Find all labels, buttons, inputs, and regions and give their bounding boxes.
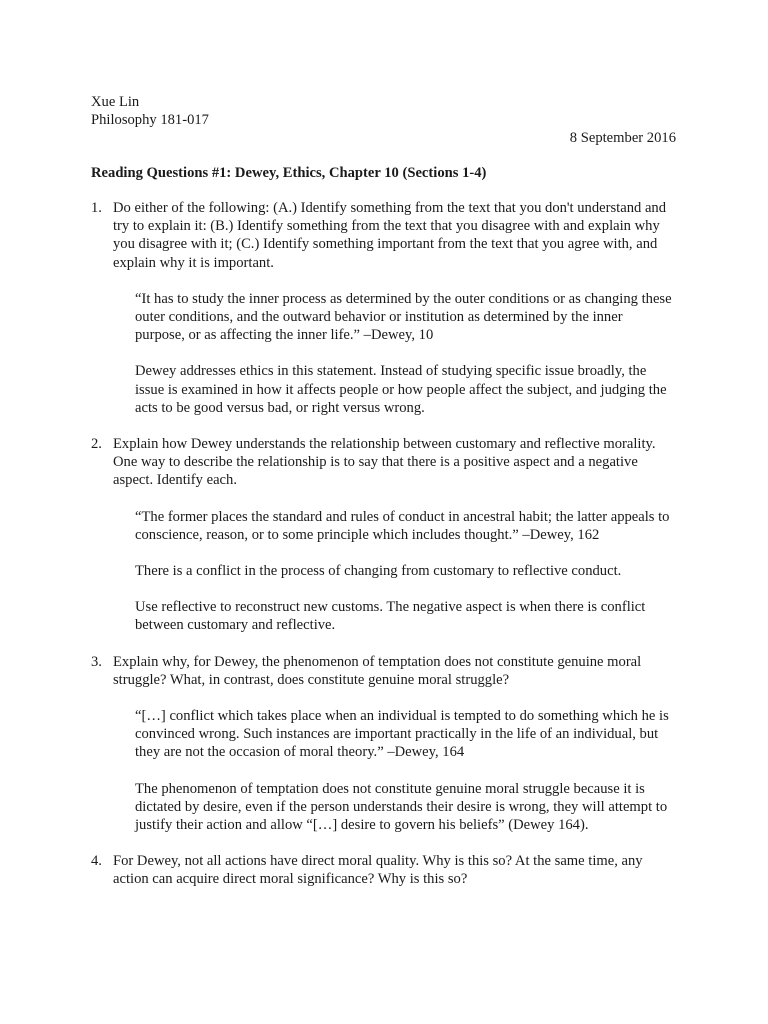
answer-block — [135, 707, 676, 834]
question-number: 2. — [91, 436, 102, 453]
question-row — [91, 653, 676, 689]
answer-quote: “The former places the standard and rules of conduct in ancestral habit; the latter appeals to conscience, reason, or to some principle which includes thought.” –Dewey, 162 — [135, 508, 670, 543]
question-number: 4. — [91, 853, 102, 870]
answer-quote: “[…] conflict which takes place when an individual is tempted to do something which he is convinced wrong. Such instances are important practically in the life of an individual, but they are not the occasion of moral theory.” –Dewey, 164 — [135, 708, 669, 761]
answer-paragraph: Dewey addresses ethics in this statement. Instead of studying specific issue broadly, the issue is examined in how it affects people or how people affect the subject, and judging the acts to be good versus bad, or right versus wrong. — [135, 363, 667, 416]
question-text: For Dewey, not all actions have direct moral quality. Why is this so? At the same time, any action can acquire direct moral significance? Why is this so? — [113, 853, 643, 888]
question-number: 3. — [91, 653, 102, 670]
document-header — [91, 93, 676, 148]
question-1 — [91, 199, 676, 417]
question-list — [91, 199, 676, 907]
document-date: 8 September 2016 — [569, 130, 676, 147]
question-row — [91, 435, 676, 490]
document-title: Reading Questions #1: Dewey, Ethics, Chapter 10 (Sections 1-4) — [91, 165, 487, 181]
question-3 — [91, 653, 676, 835]
question-row — [91, 199, 676, 272]
answer-block — [135, 290, 676, 417]
answer-paragraph: The phenomenon of temptation does not constitute genuine moral struggle because it is dictated by desire, even if the person understands their desire is wrong, they will attempt to justify their action and allow “[…] desire to govern his beliefs” (Dewey 164). — [135, 780, 668, 834]
question-number: 1. — [91, 200, 102, 216]
answer-block — [135, 508, 676, 635]
question-text: Explain why, for Dewey, the phenomenon of temptation does not constitute genuine moral struggle? What, in contrast, does constitute genuine moral struggle? — [113, 653, 642, 688]
course-name: Philosophy 181-017 — [91, 112, 209, 129]
question-4 — [91, 852, 676, 888]
question-row — [91, 852, 676, 888]
answer-quote: “It has to study the inner process as determined by the outer conditions or as changing these outer conditions, and the outward behavior or institution as determined by the inner purpose, or as affecting the inner life.” –Dewey, 10 — [135, 290, 672, 344]
answer-paragraph: Use reflective to reconstruct new customs. The negative aspect is when there is conflict between customary and reflective. — [135, 599, 646, 634]
author-name: Xue Lin — [91, 94, 140, 110]
answer-paragraph: There is a conflict in the process of changing from customary to reflective conduct. — [135, 563, 622, 580]
question-2 — [91, 435, 676, 635]
question-text: Do either of the following: (A.) Identify something from the text that you don't understand and try to explain it: (B.) Identify something from the text that you disagree with and explain why you disagree with it; (C.) Identify something important from the text that you agree with, and explain why it is important. — [113, 200, 667, 271]
question-text: Explain how Dewey understands the relationship between customary and reflective morality. One way to describe the relationship is to say that there is a positive aspect and a negative aspect. Identify each. — [113, 436, 656, 489]
